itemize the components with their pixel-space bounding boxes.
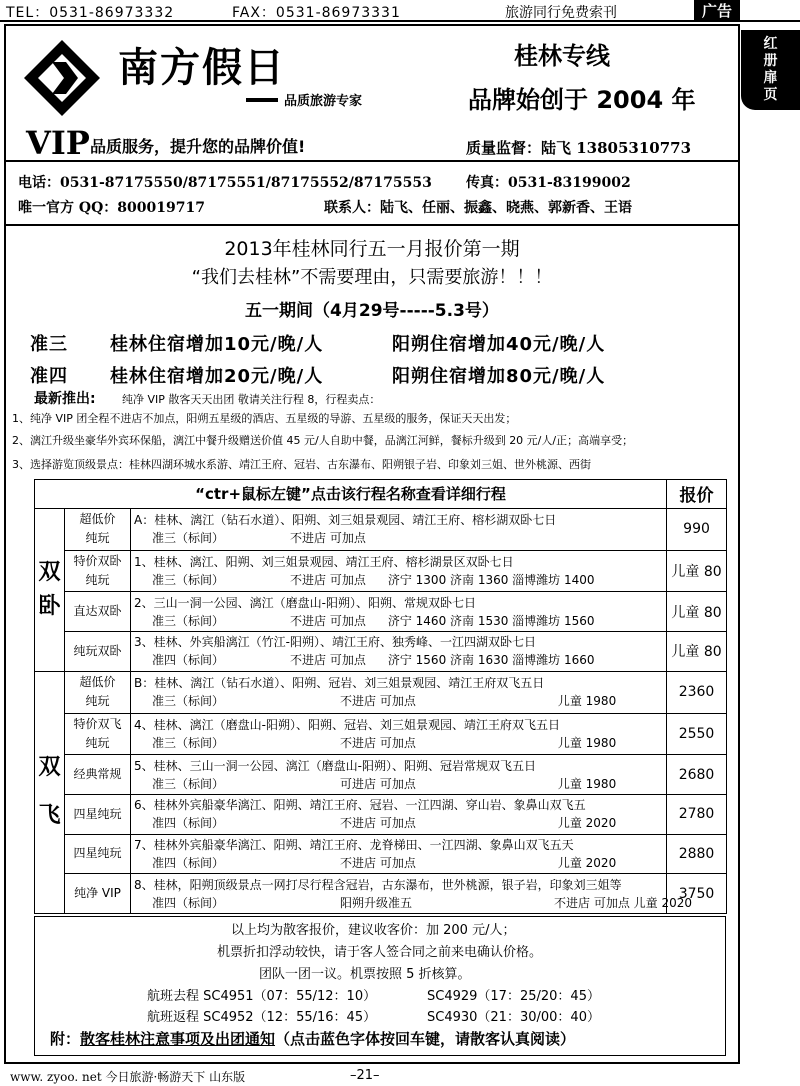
tour-route-link[interactable]: A：桂林、漓江（钻石水道）、阳朔、刘三姐景观园、靖江王府、榕杉湖双卧七日	[134, 513, 557, 528]
surcharge-label: 准三	[30, 334, 68, 355]
tour-category-text: 超低价	[79, 512, 116, 527]
tour-shopping: 不进店 可加点	[340, 816, 416, 831]
side-tab-char: 扉	[763, 70, 778, 86]
flight-return-alt: SC4930（21：30/00：40）	[427, 1010, 600, 1025]
tour-city-prices: 济宁 1460 济南 1530 淄博潍坊 1560	[387, 613, 595, 628]
magazine-label: 旅游同行免费索刊	[505, 5, 617, 21]
tour-city-prices: 儿童 1980	[557, 735, 617, 750]
tour-price: 2360	[667, 671, 727, 713]
tour-category	[65, 592, 131, 632]
tour-room: 准三（标间）	[152, 735, 225, 750]
tour-terms	[134, 894, 693, 912]
tour-room: 准四（标间）	[152, 816, 225, 831]
note-line: 机票折扣浮动较快，请于客人签合同之前来电确认价格。	[217, 945, 543, 960]
tour-category-text: 特价双飞	[73, 716, 122, 731]
notice-link[interactable]: 散客桂林注意事项及出团通知	[80, 1030, 276, 1048]
tour-room: 准四（标间）	[152, 895, 225, 910]
price-header: 报价	[667, 480, 727, 509]
tour-route-link[interactable]: 1、桂林、漓江、阳朔、刘三姐景观园、靖江王府、榕杉湖景区双卧七日	[134, 555, 514, 570]
tour-terms	[134, 814, 666, 832]
appendix-hint: （点击蓝色字体按回车键，请散客认真阅读）	[275, 1030, 576, 1048]
tour-category	[65, 632, 131, 672]
tour-city-prices: 济宁 1560 济南 1630 淄博潍坊 1660	[387, 653, 595, 668]
tour-category	[65, 550, 131, 592]
holiday-period: 五一期间（4月29号-----5.3号）	[245, 301, 499, 321]
tour-route-link[interactable]: 4、桂林、漓江（磨盘山-阳朔）、阳朔、冠岩、刘三姐景观园、靖江王府双飞五日	[134, 717, 560, 732]
tour-category-text: 纯玩	[85, 531, 110, 546]
surcharge-yangshuo: 阳朔住宿增加80元/晚/人	[392, 366, 606, 387]
surcharge-label: 准四	[30, 366, 68, 387]
tour-route-link[interactable]: 3、桂林、外宾船漓江（竹江-阳朔）、靖江王府、独秀峰、一江四湖双卧七日	[134, 635, 536, 650]
quality-supervisor: 质量监督：陆飞 13805310773	[466, 139, 692, 157]
brand-slogan: 品质旅游专家	[284, 94, 363, 109]
brand-name: 南方假日	[118, 44, 286, 91]
table-row[interactable]	[35, 755, 727, 795]
table-row[interactable]	[35, 632, 727, 672]
route-title: 桂林专线	[514, 42, 610, 70]
tour-shopping: 不进店 可加点	[290, 653, 366, 668]
side-tab-char: 册	[763, 53, 778, 69]
tour-shopping: 不进店 可加点	[340, 735, 416, 750]
tour-terms	[134, 529, 666, 547]
tour-category	[65, 794, 131, 834]
tour-category	[65, 508, 131, 550]
tour-category	[65, 834, 131, 874]
table-header: “ctr+鼠标左键”点击该行程名称查看详细行程	[35, 480, 667, 509]
tour-itinerary[interactable]	[131, 794, 667, 834]
table-header-row	[35, 480, 727, 509]
table-row[interactable]	[35, 671, 727, 713]
tour-shopping: 不进店 可加点	[290, 573, 366, 588]
side-tab-char: 页	[763, 87, 778, 103]
issue-subtitle: “我们去桂林”不需要理由，只需要旅游！！！	[191, 267, 553, 288]
surcharge-guilin: 桂林住宿增加10元/晚/人	[110, 334, 324, 355]
tour-route-link[interactable]: 5、桂林、三山一洞一公园、漓江（磨盘山-阳朔）、阳朔、冠岩常规双飞五日	[134, 758, 536, 773]
tour-room: 准三（标间）	[152, 613, 225, 628]
tour-city-prices: 济宁 1300 济南 1360 淄博潍坊 1400	[387, 573, 595, 588]
tour-itinerary[interactable]	[131, 834, 667, 874]
feature-item: 3、选择游览顶级景点：桂林四湖环城水系游、靖江王府、冠岩、古东瀑布、阳朔银子岩、印象刘三姐、世外桃源、西街	[12, 458, 591, 471]
tour-room: 准四（标间）	[152, 653, 225, 668]
tour-category	[65, 874, 131, 914]
tour-category-text: 特价双卧	[73, 554, 122, 569]
page-number: –21–	[350, 1068, 380, 1083]
tour-price: 2680	[667, 755, 727, 795]
tour-terms	[134, 571, 666, 589]
tour-terms	[134, 775, 666, 793]
ad-badge: 广告	[694, 0, 740, 22]
tour-city-prices: 儿童 2020	[557, 816, 617, 831]
features-title: 最新推出:	[34, 391, 96, 407]
tour-category-text: 纯玩双卧	[73, 643, 122, 658]
tour-category-text: 四星纯玩	[73, 806, 122, 821]
table-row[interactable]	[35, 508, 727, 550]
tour-room: 准三（标间）	[152, 573, 225, 588]
tour-category-text: 直达双卧	[73, 604, 122, 619]
tour-itinerary[interactable]	[131, 755, 667, 795]
tour-price: 3750	[667, 874, 727, 914]
table-row[interactable]	[35, 874, 727, 914]
tour-terms	[134, 734, 666, 752]
tour-shopping: 不进店 可加点	[340, 694, 416, 709]
tour-route-link[interactable]: 8、桂林，阳朔顶级景点一网打尽行程含冠岩，古东瀑布，世外桃源，银子岩，印象刘三姐等	[134, 877, 622, 892]
tour-shopping: 阳朔升级准五	[340, 895, 413, 910]
tour-price: 990	[667, 508, 727, 550]
phone-numbers: 电话：0531-87175550/87175551/87175552/87175553	[18, 175, 432, 191]
tour-category	[65, 671, 131, 713]
surcharge-yangshuo: 阳朔住宿增加40元/晚/人	[392, 334, 606, 355]
tour-shopping: 可进店 可加点	[340, 776, 416, 791]
tour-category	[65, 713, 131, 755]
tour-price: 2780	[667, 794, 727, 834]
tour-category-text: 超低价	[79, 675, 116, 690]
flight-outbound: 航班去程 SC4951（07：55/12：10）	[147, 989, 377, 1004]
vip-mark: VIP	[26, 124, 90, 162]
group-label-char: 飞	[38, 803, 61, 829]
tour-room: 准三（标间）	[152, 694, 225, 709]
tour-price: 儿童 80	[667, 550, 727, 592]
tour-route-link[interactable]: 7、桂林外宾船豪华漓江、阳朔、靖江王府、龙脊梯田、一江四湖、象鼻山双飞五天	[134, 837, 574, 852]
table-row[interactable]	[35, 713, 727, 755]
note-line: 团队一团一议。机票按照 5 折核算。	[259, 967, 471, 982]
qq-number: 唯一官方 QQ：800019717	[18, 200, 205, 216]
group-label	[35, 508, 65, 671]
group-label	[35, 671, 65, 913]
tour-route-link[interactable]: B：桂林、漓江（钻石水道）、阳朔、冠岩、刘三姐景观园、靖江王府双飞五日	[134, 676, 545, 691]
tour-itinerary[interactable]	[131, 713, 667, 755]
tour-route-link[interactable]: 6、桂林外宾船豪华漓江、阳朔、靖江王府、冠岩、一江四湖、穿山岩、象鼻山双飞五	[134, 798, 586, 813]
tour-room: 准三（标间）	[152, 531, 225, 546]
tour-price: 2880	[667, 834, 727, 874]
tour-category-text: 纯玩	[85, 573, 110, 588]
tour-itinerary[interactable]	[131, 508, 667, 550]
tour-terms	[134, 612, 666, 630]
tour-price: 儿童 80	[667, 632, 727, 672]
top-tel: TEL：0531-86973332	[6, 5, 175, 21]
tour-price: 儿童 80	[667, 592, 727, 632]
fax-number: 传真：0531-83199002	[466, 175, 631, 191]
table-row[interactable]	[35, 834, 727, 874]
company-logo-icon	[22, 38, 102, 118]
surcharge-guilin: 桂林住宿增加20元/晚/人	[110, 366, 324, 387]
tour-price: 2550	[667, 713, 727, 755]
table-row[interactable]	[35, 794, 727, 834]
tour-route-link[interactable]: 2、三山一洞一公园、漓江（磨盘山-阳朔）、阳朔、常规双卧七日	[134, 595, 476, 610]
tour-category	[65, 755, 131, 795]
side-tab	[741, 30, 800, 110]
feature-item: 1、纯净 VIP 团全程不进店不加点，阳朔五星级的酒店、五星级的导游、五星级的服务，保证天天出发；	[12, 412, 517, 425]
top-fax: FAX：0531-86973331	[232, 5, 401, 21]
price-table	[34, 479, 727, 914]
table-row[interactable]	[35, 550, 727, 592]
tour-itinerary[interactable]	[131, 592, 667, 632]
note-line: 以上均为散客报价，建议收客价：加 200 元/人；	[231, 923, 516, 938]
footer-site: www. zyoo. net 今日旅游·畅游天下 山东版	[10, 1070, 246, 1084]
tour-itinerary[interactable]	[131, 632, 667, 672]
tour-shopping: 不进店 可加点	[340, 855, 416, 870]
tour-city-prices: 儿童 1980	[557, 694, 617, 709]
tour-itinerary[interactable]	[131, 874, 693, 914]
top-bar	[0, 0, 800, 22]
table-row[interactable]	[35, 592, 727, 632]
tour-city-prices: 儿童 1980	[557, 776, 617, 791]
tour-terms	[134, 854, 666, 872]
group-label-char: 双	[38, 755, 61, 781]
feature-item: 2、漓江升级坐豪华外宾环保船，漓江中餐升级赠送价值 45 元/人自助中餐，品漓江河鲜，餐标升级到 20 元/人/正；高端享受；	[12, 434, 634, 447]
tour-city-prices: 不进店 可加点 儿童 2020	[554, 895, 693, 910]
tour-category-text: 纯净 VIP	[74, 886, 121, 901]
appendix-label: 附：	[50, 1030, 81, 1048]
tour-terms	[134, 692, 666, 710]
tour-itinerary[interactable]	[131, 550, 667, 592]
tour-room: 准三（标间）	[152, 776, 225, 791]
divider	[4, 160, 740, 162]
slogan-dash	[246, 98, 278, 102]
tour-category-text: 四星纯玩	[73, 846, 122, 861]
appendix-line	[50, 1028, 575, 1049]
tour-room: 准四（标间）	[152, 855, 225, 870]
tour-category-text: 纯玩	[85, 735, 110, 750]
tour-category-text: 经典常规	[73, 767, 122, 782]
tour-itinerary[interactable]	[131, 671, 667, 713]
tour-city-prices: 儿童 2020	[557, 855, 617, 870]
flight-return: 航班返程 SC4952（12：55/16：45）	[147, 1010, 377, 1025]
tour-terms	[134, 651, 666, 669]
tour-category-text: 纯玩	[85, 694, 110, 709]
issue-title: 2013年桂林同行五一月报价第一期	[224, 238, 520, 260]
tour-shopping: 不进店 可加点	[290, 613, 366, 628]
brand-since: 品牌始创于 2004 年	[468, 86, 696, 114]
tour-shopping: 不进店 可加点	[290, 531, 366, 546]
divider	[4, 224, 740, 226]
vip-slogan: 品质服务，提升您的品牌价值!	[90, 137, 306, 156]
flight-outbound-alt: SC4929（17：25/20：45）	[427, 989, 600, 1004]
group-label-char: 卧	[38, 593, 61, 619]
features-subtitle: 纯净 VIP 散客天天出团 敬请关注行程 8，行程卖点：	[122, 393, 381, 406]
group-label-char: 双	[38, 559, 61, 585]
contact-persons: 联系人：陆飞、任丽、振鑫、晓燕、郭新香、王语	[324, 200, 632, 216]
side-tab-char: 红	[763, 36, 778, 52]
